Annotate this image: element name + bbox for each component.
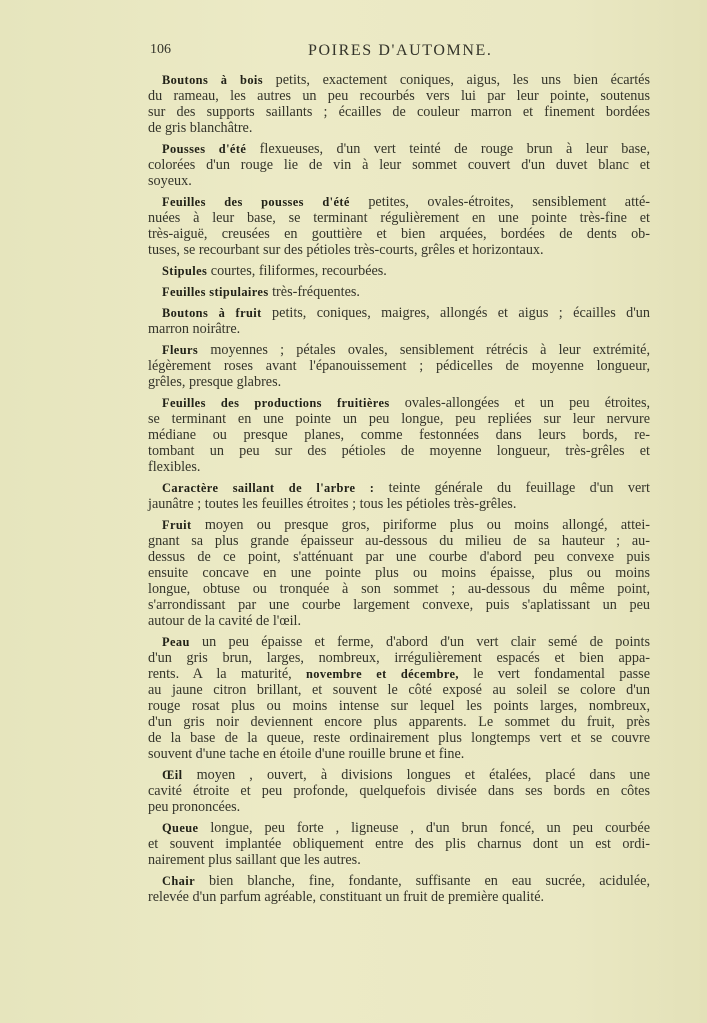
emphasis-text: novembre et décembre, bbox=[306, 667, 459, 681]
paragraph-term: Peau bbox=[162, 635, 190, 649]
paragraph bbox=[148, 72, 650, 136]
text-segment: très-fréquentes. bbox=[268, 284, 360, 300]
text-line bbox=[148, 889, 650, 905]
text-line bbox=[148, 799, 650, 815]
text-segment: médiane ou presque planes, comme festonnées dans leurs bords, re- bbox=[148, 427, 650, 443]
paragraph-term: Fleurs bbox=[162, 343, 199, 357]
paragraph-term: Queue bbox=[162, 821, 199, 835]
text-segment: courtes, filiformes, recourbées. bbox=[207, 263, 387, 279]
text-segment: sur des supports saillants ; écailles de couleur marron et finement bordées bbox=[148, 104, 650, 120]
paragraph bbox=[148, 634, 650, 762]
text-segment: nuées à leur base, se terminant régulièrement en une pointe très-fine et bbox=[148, 210, 650, 226]
text-segment: au jaune citron brillant, et souvent le côté exposé au soleil se colore d'un bbox=[148, 682, 650, 698]
text-segment: souvent d'une tache en étoile d'une rouille brune et fine. bbox=[148, 746, 465, 762]
text-segment: petits, coniques, maigres, allongés et aigus ; écailles d'un bbox=[261, 305, 650, 321]
paragraph-term: Chair bbox=[162, 874, 195, 888]
text-segment: le vert fondamental passe bbox=[458, 666, 650, 682]
text-segment: longue, peu forte , ligneuse , d'un brun foncé, un peu courbée bbox=[198, 820, 650, 836]
text-segment: cavité étroite et peu profonde, quelquefois divisée dans ses bords en côtes bbox=[148, 783, 650, 799]
paragraph bbox=[148, 767, 650, 815]
paragraph bbox=[148, 395, 650, 475]
paragraph-term: Feuilles stipulaires bbox=[162, 285, 269, 299]
text-line bbox=[148, 284, 650, 300]
text-segment: moyen , ouvert, à divisions longues et étalées, placé dans une bbox=[182, 767, 650, 783]
paragraph-term: Boutons à bois bbox=[162, 73, 263, 87]
text-line bbox=[148, 226, 650, 242]
text-line bbox=[148, 242, 650, 258]
text-line bbox=[148, 358, 650, 374]
text-segment: marron noirâtre. bbox=[148, 321, 241, 337]
text-segment: flexueuses, d'un vert teinté de rouge brun à leur base, bbox=[246, 141, 650, 157]
text-segment: légèrement roses avant l'épanouissement ; pédicelles de moyenne longueur, bbox=[148, 358, 650, 374]
text-segment: d'un gris noir deviennent encore plus apparents. Le sommet du fruit, près bbox=[148, 714, 650, 730]
paragraph bbox=[148, 517, 650, 629]
paragraph bbox=[148, 480, 650, 512]
text-line bbox=[148, 783, 650, 799]
text-segment: soyeux. bbox=[148, 173, 192, 189]
text-segment: dessus de ce point, s'atténuant par une courbe d'abord peu convexe puis bbox=[148, 549, 650, 565]
text-segment: de la base de la queue, reste ordinairement plus longtemps vert et se couvre bbox=[148, 730, 650, 746]
text-segment: gnant sa plus grande épaisseur au-dessous du milieu de sa hauteur ; au- bbox=[148, 533, 650, 549]
text-segment: un peu épaisse et ferme, d'abord d'un vert clair semé de points bbox=[189, 634, 650, 650]
text-segment: nairement plus saillant que les autres. bbox=[148, 852, 361, 868]
text-line bbox=[148, 820, 650, 836]
text-line bbox=[148, 730, 650, 746]
text-line bbox=[148, 395, 650, 411]
paragraph bbox=[148, 194, 650, 258]
text-segment: teinte générale du feuillage d'un vert bbox=[374, 480, 650, 496]
text-line bbox=[148, 581, 650, 597]
text-segment: d'un gris brun, larges, nombreux, irrégulièrement espacés et bien appa- bbox=[148, 650, 650, 666]
running-title: POIRES D'AUTOMNE. bbox=[308, 42, 493, 59]
text-line bbox=[148, 873, 650, 889]
paragraph-term: Feuilles des productions fruitières bbox=[162, 396, 390, 410]
text-line bbox=[148, 342, 650, 358]
text-line bbox=[148, 480, 650, 496]
text-line bbox=[148, 120, 650, 136]
text-line bbox=[148, 157, 650, 173]
text-line bbox=[148, 634, 650, 650]
paragraph-term: Caractère saillant de l'arbre : bbox=[162, 481, 375, 495]
text-line bbox=[148, 836, 650, 852]
text-line bbox=[148, 852, 650, 868]
text-line bbox=[148, 321, 650, 337]
text-segment: se terminant en une pointe un peu longue, peu repliées sur leur nervure bbox=[148, 411, 650, 427]
text-segment: du rameau, les autres un peu recourbés vers lui par leur pointe, soutenus bbox=[148, 88, 650, 104]
paragraph-term: Pousses d'été bbox=[162, 142, 247, 156]
paragraph-term: Feuilles des pousses d'été bbox=[162, 195, 350, 209]
text-line bbox=[148, 104, 650, 120]
text-segment: petites, ovales-étroites, sensiblement atté- bbox=[349, 194, 650, 210]
text-line bbox=[148, 565, 650, 581]
paragraph bbox=[148, 263, 650, 279]
page-number: 106 bbox=[150, 42, 171, 57]
paragraph bbox=[148, 141, 650, 189]
text-line bbox=[148, 533, 650, 549]
text-segment: et souvent implantée obliquement entre des plis charnus dont un est ordi- bbox=[148, 836, 650, 852]
paragraph-term: Boutons à fruit bbox=[162, 306, 262, 320]
paragraph bbox=[148, 305, 650, 337]
text-line bbox=[148, 72, 650, 88]
text-segment: moyen ou presque gros, piriforme plus ou moins allongé, attei- bbox=[191, 517, 650, 533]
text-line bbox=[148, 496, 650, 512]
text-segment: flexibles. bbox=[148, 459, 201, 475]
text-line bbox=[148, 263, 650, 279]
text-segment: rents. A la maturité, bbox=[148, 666, 306, 682]
text-line bbox=[148, 459, 650, 475]
paragraph-term: Fruit bbox=[162, 518, 192, 532]
text-line bbox=[148, 210, 650, 226]
text-segment: tuses, se recourbant sur des pétioles très-courts, grêles et horizontaux. bbox=[148, 242, 544, 258]
text-segment: rouge rosat plus ou moins intense sur lequel les points larges, nombreux, bbox=[148, 698, 650, 714]
text-segment: relevée d'un parfum agréable, constituant un fruit de première qualité. bbox=[148, 889, 545, 905]
paragraph bbox=[148, 873, 650, 905]
text-line bbox=[148, 698, 650, 714]
text-line bbox=[148, 666, 650, 682]
text-line bbox=[148, 746, 650, 762]
page-body bbox=[148, 72, 650, 910]
text-segment: autour de la cavité de l'œil. bbox=[148, 613, 302, 629]
text-segment: tombant un peu sur des pétioles de moyenne longueur, très-grêles et bbox=[148, 443, 650, 459]
text-line bbox=[148, 427, 650, 443]
text-segment: ovales-allongées et un peu étroites, bbox=[389, 395, 651, 411]
text-line bbox=[148, 714, 650, 730]
page-header bbox=[150, 38, 650, 62]
text-segment: jaunâtre ; toutes les feuilles étroites ; tous les pétioles très-grêles. bbox=[148, 496, 517, 512]
text-segment: très-aiguë, creusées en gouttière et bien arquées, bordées de dents ob- bbox=[148, 226, 650, 242]
text-segment: de gris blanchâtre. bbox=[148, 120, 253, 136]
text-line bbox=[148, 411, 650, 427]
text-line bbox=[148, 374, 650, 390]
text-segment: bien blanche, fine, fondante, suffisante en eau sucrée, acidulée, bbox=[194, 873, 650, 889]
text-line bbox=[148, 173, 650, 189]
paragraph-term: Stipules bbox=[162, 264, 208, 278]
text-segment: petits, exactement coniques, aigus, les uns bien écartés bbox=[262, 72, 650, 88]
text-segment: ensuite concave en une pointe plus ou moins épaisse, plus ou moins bbox=[148, 565, 650, 581]
text-segment: colorées d'un rouge lie de vin à leur sommet couvert d'un duvet blanc et bbox=[148, 157, 650, 173]
text-line bbox=[148, 194, 650, 210]
text-segment: s'arrondissant par une courbe largement convexe, puis s'aplatissant un peu bbox=[148, 597, 650, 613]
text-line bbox=[148, 682, 650, 698]
paragraph bbox=[148, 820, 650, 868]
text-line bbox=[148, 305, 650, 321]
paragraph bbox=[148, 284, 650, 300]
text-line bbox=[148, 767, 650, 783]
paragraph-term: Œil bbox=[162, 768, 183, 782]
text-segment: moyennes ; pétales ovales, sensiblement rétrécis à leur extrémité, bbox=[198, 342, 650, 358]
text-line bbox=[148, 650, 650, 666]
text-line bbox=[148, 141, 650, 157]
text-line bbox=[148, 613, 650, 629]
text-line bbox=[148, 597, 650, 613]
text-line bbox=[148, 549, 650, 565]
text-line bbox=[148, 88, 650, 104]
text-segment: grêles, presque glabres. bbox=[148, 374, 282, 390]
text-segment: peu prononcées. bbox=[148, 799, 241, 815]
text-segment: longue, obtuse ou tronquée à son sommet ; au-dessous du même point, bbox=[148, 581, 650, 597]
text-line bbox=[148, 443, 650, 459]
paragraph bbox=[148, 342, 650, 390]
text-line bbox=[148, 517, 650, 533]
